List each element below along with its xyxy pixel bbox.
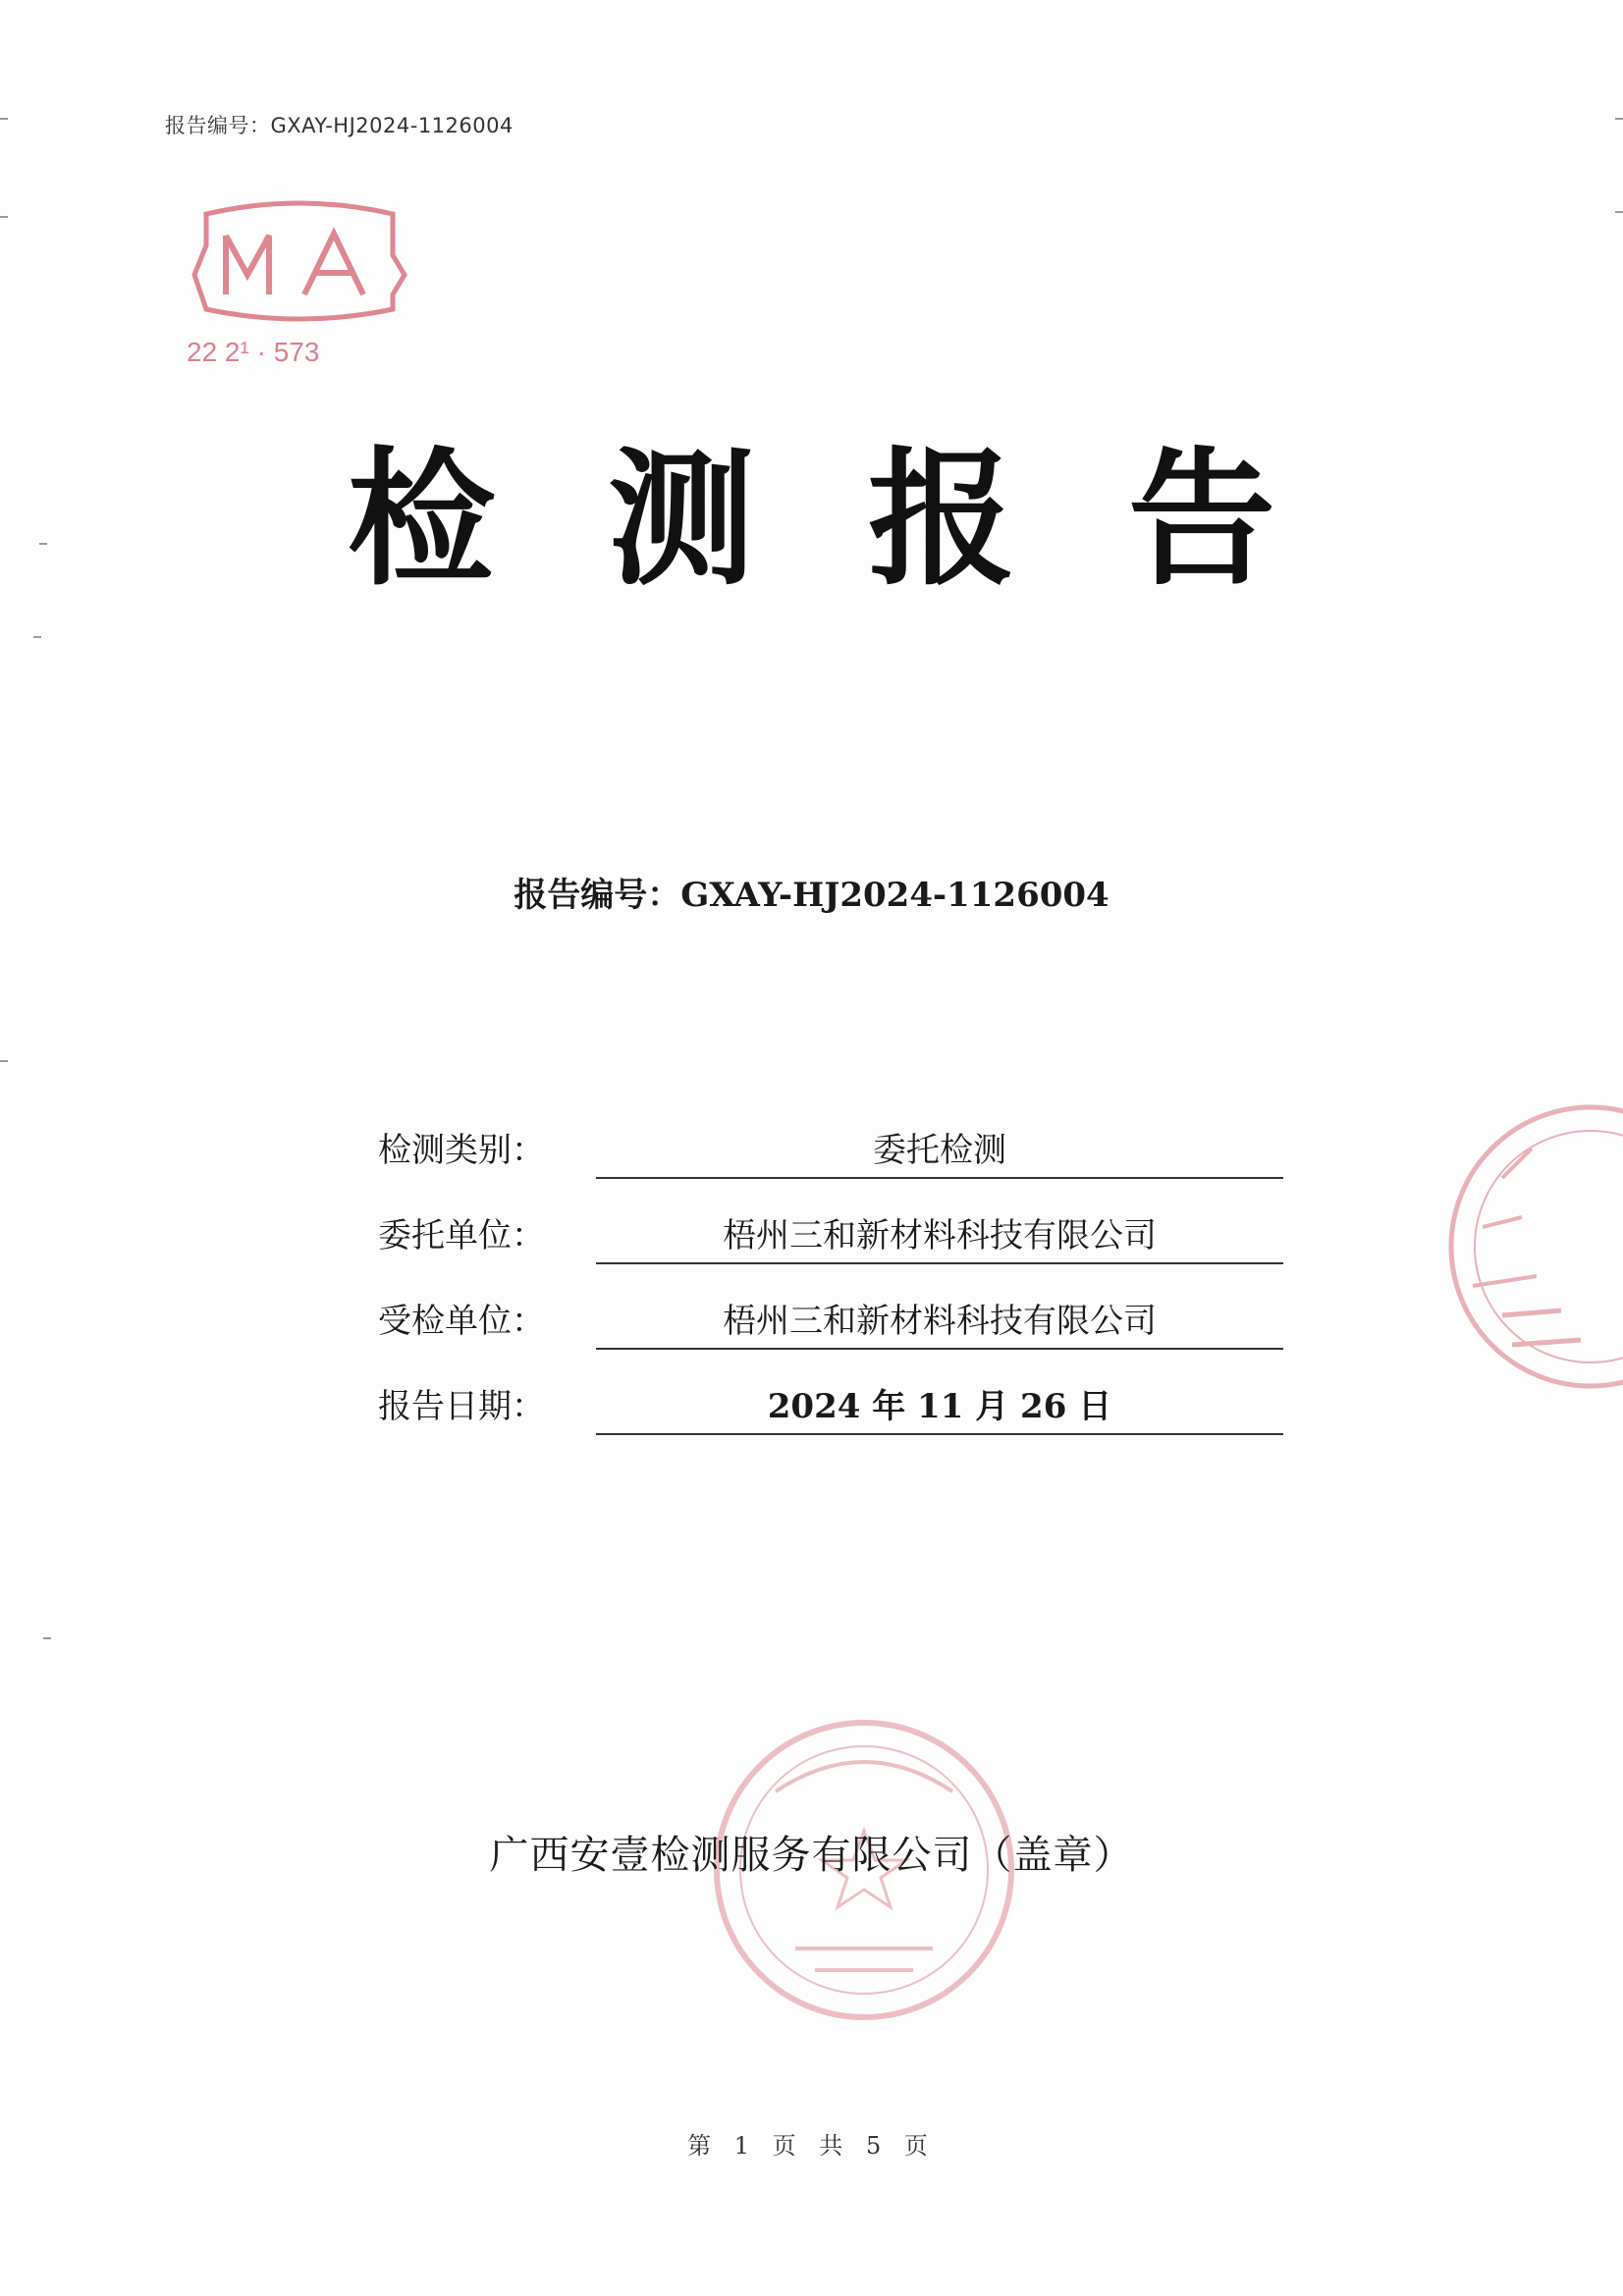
cma-stamp-logo-text: MA — [187, 196, 189, 197]
scan-mark — [0, 216, 8, 218]
field-underline — [596, 1262, 1283, 1264]
side-seal-stamp — [1443, 1090, 1623, 1404]
info-fields — [378, 1099, 1291, 1441]
cma-stamp-number: 22 2¹ · 573 — [187, 337, 320, 367]
field-underline — [596, 1433, 1283, 1435]
scan-mark — [43, 1637, 51, 1639]
report-number-label: 报告编号： — [514, 876, 681, 915]
field-row-inspected-unit — [378, 1270, 1291, 1356]
scan-mark — [1615, 118, 1623, 120]
header-report-number-value: GXAY-HJ2024-1126004 — [270, 114, 514, 137]
field-label: 报告日期： — [378, 1387, 545, 1426]
report-number-value: GXAY-HJ2024-1126004 — [680, 876, 1109, 915]
header-report-number-label: 报告编号： — [165, 114, 271, 137]
scan-mark — [0, 1060, 8, 1062]
field-value: 梧州三和新材料科技有限公司 — [723, 1216, 1157, 1255]
cma-stamp — [187, 196, 412, 373]
field-value: 梧州三和新材料科技有限公司 — [723, 1302, 1157, 1341]
field-underline — [596, 1177, 1283, 1179]
field-label: 受检单位： — [378, 1302, 545, 1341]
field-row-client — [378, 1185, 1291, 1270]
field-row-test-category — [378, 1099, 1291, 1185]
page-number: 第 1 页 共 5 页 — [687, 2132, 936, 2160]
field-value: 委托检测 — [873, 1131, 1006, 1170]
scan-mark — [0, 118, 8, 120]
scan-mark — [33, 636, 41, 638]
scan-mark — [1615, 211, 1623, 213]
field-label: 检测类别： — [378, 1131, 545, 1170]
issuing-company: 广西安壹检测服务有限公司（盖章） — [489, 1833, 1134, 1878]
field-label: 委托单位： — [378, 1216, 545, 1255]
field-row-report-date — [378, 1356, 1291, 1441]
page-title: 检测报告 — [347, 435, 1388, 606]
header-report-number — [165, 110, 514, 139]
field-value: 2024 年 11 月 26 日 — [767, 1387, 1112, 1426]
report-number-line — [0, 868, 1623, 916]
field-underline — [596, 1348, 1283, 1350]
